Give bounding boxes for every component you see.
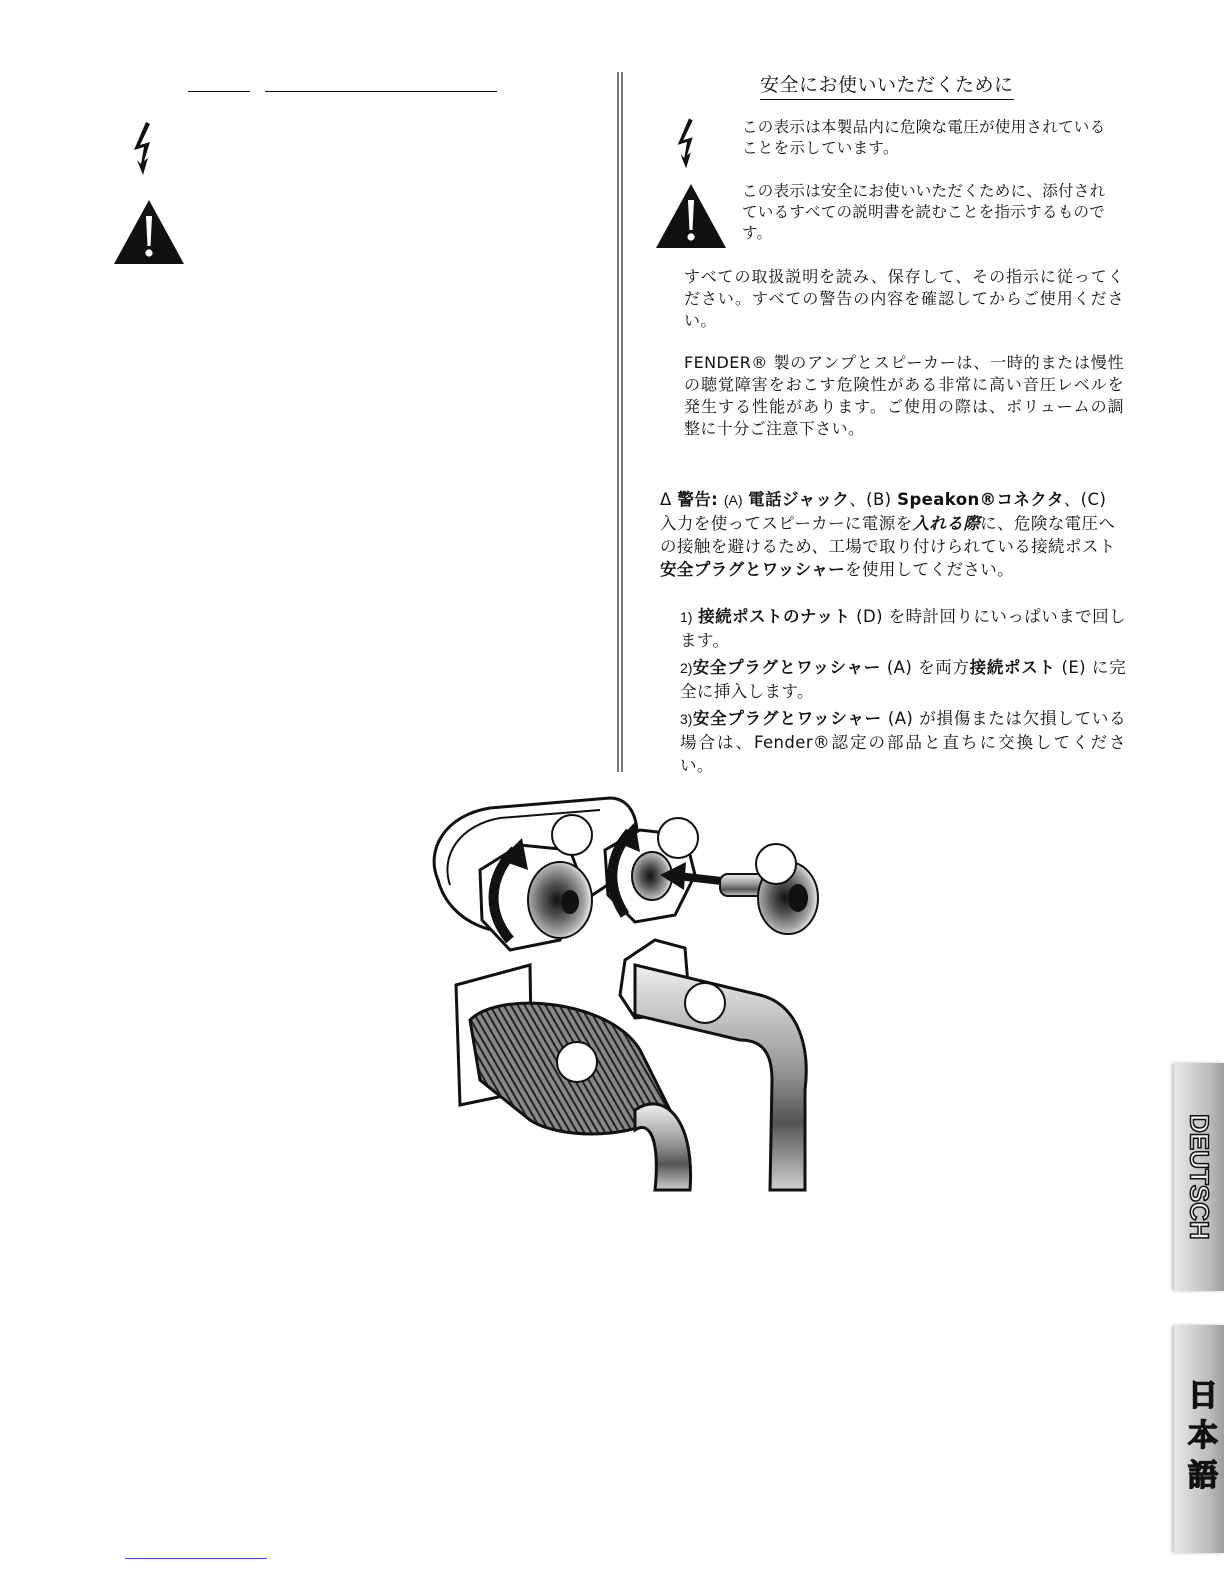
step-2-text: (E) に完全に挿入します。 (680, 658, 1127, 701)
warning-insert: 入れる際 (912, 514, 981, 533)
warning-block (660, 488, 1126, 581)
step-2 (680, 656, 1126, 703)
callout-circle (658, 818, 698, 858)
voltage-symbol-description: この表示は本製品内に危険な電圧が使用されていることを示しています。 (742, 118, 1106, 157)
warning-text-e: を使用してください。 (845, 560, 1015, 579)
tab-deutsch[interactable] (1174, 1063, 1224, 1291)
warning-text-d: に、危険な電圧への接触を避けるため、工場で取り付けられている接続ポスト (660, 514, 1116, 556)
lightning-bolt-icon (672, 115, 704, 171)
tab-japanese[interactable] (1174, 1325, 1224, 1553)
step-3 (680, 707, 1126, 777)
safety-title: 安全にお使いいただくために (760, 70, 1014, 100)
tab-japanese-label: 日本語 (1183, 1379, 1216, 1499)
column-divider (617, 72, 623, 772)
phone-jack-cable (635, 1104, 691, 1190)
tab-deutsch-label: DEUTSCH (1184, 1114, 1215, 1240)
post-knob-left (528, 862, 592, 938)
footer-link-underline[interactable] (125, 1558, 267, 1559)
warning-triangle-icon (654, 182, 728, 250)
step-3-bold: 安全プラグとワッシャー (692, 709, 882, 728)
step-3-text: (A) が損傷または欠損している場合は、Fender®認定の部品と直ちに交換してください。 (680, 709, 1126, 775)
warning-marker: Δ (660, 490, 672, 509)
left-heading-rule-long (265, 91, 497, 92)
binding-post-illustration (420, 790, 820, 1192)
warning-safety-plug: 安全プラグとワッシャー (660, 560, 846, 579)
intro-paragraph: すべての取扱説明を読み、保存して、その指示に従ってください。すべての警告の内容を確認してからご使用ください。 (684, 267, 1124, 330)
step-2-bold: 安全プラグとワッシャー (692, 658, 881, 677)
callout-circle (552, 815, 592, 855)
step-1-bold: 接続ポストのナット (698, 607, 851, 626)
step-1-text: (D) を時計回りにいっぱいまで回します。 (680, 607, 1126, 650)
fender-paragraph: FENDER® 製のアンプとスピーカーは、一時的または慢性の聴覚障害をおこす危険性がある非常に高い音圧レベルを発生する性能があります。ご使用の際は、ボリュームの調整に十分ご注意下さい。 (684, 353, 1124, 438)
warning-label: 警告: (677, 490, 719, 509)
warning-speakon: Speakon®コネクタ (897, 490, 1064, 509)
callout-circle (756, 844, 796, 884)
step-1-number: 1) (680, 609, 693, 625)
left-heading-rule-short (188, 91, 250, 92)
step-3-number: 3) (680, 711, 693, 727)
warning-phone-jack: 電話ジャック (748, 490, 850, 509)
step-1 (680, 605, 1126, 652)
warning-triangle-icon (112, 198, 186, 266)
warning-text-a: (A) (723, 492, 743, 508)
lightning-bolt-icon (128, 120, 162, 176)
callout-circle (557, 1042, 597, 1082)
step-2-number: 2) (680, 660, 693, 676)
step-2-mid: (A) を両方 (880, 658, 970, 677)
warning-text-c: 、(C) 入力を使ってスピーカーに電源を (660, 490, 1107, 533)
warning-text-b: 、(B) (849, 490, 892, 509)
callout-circle (685, 983, 725, 1023)
step-2-bold2: 接続ポスト (969, 658, 1056, 677)
instructions-symbol-description: この表示は安全にお使いいただくために、添付されているすべての説明書を読むことを指示するものです。 (742, 182, 1106, 242)
